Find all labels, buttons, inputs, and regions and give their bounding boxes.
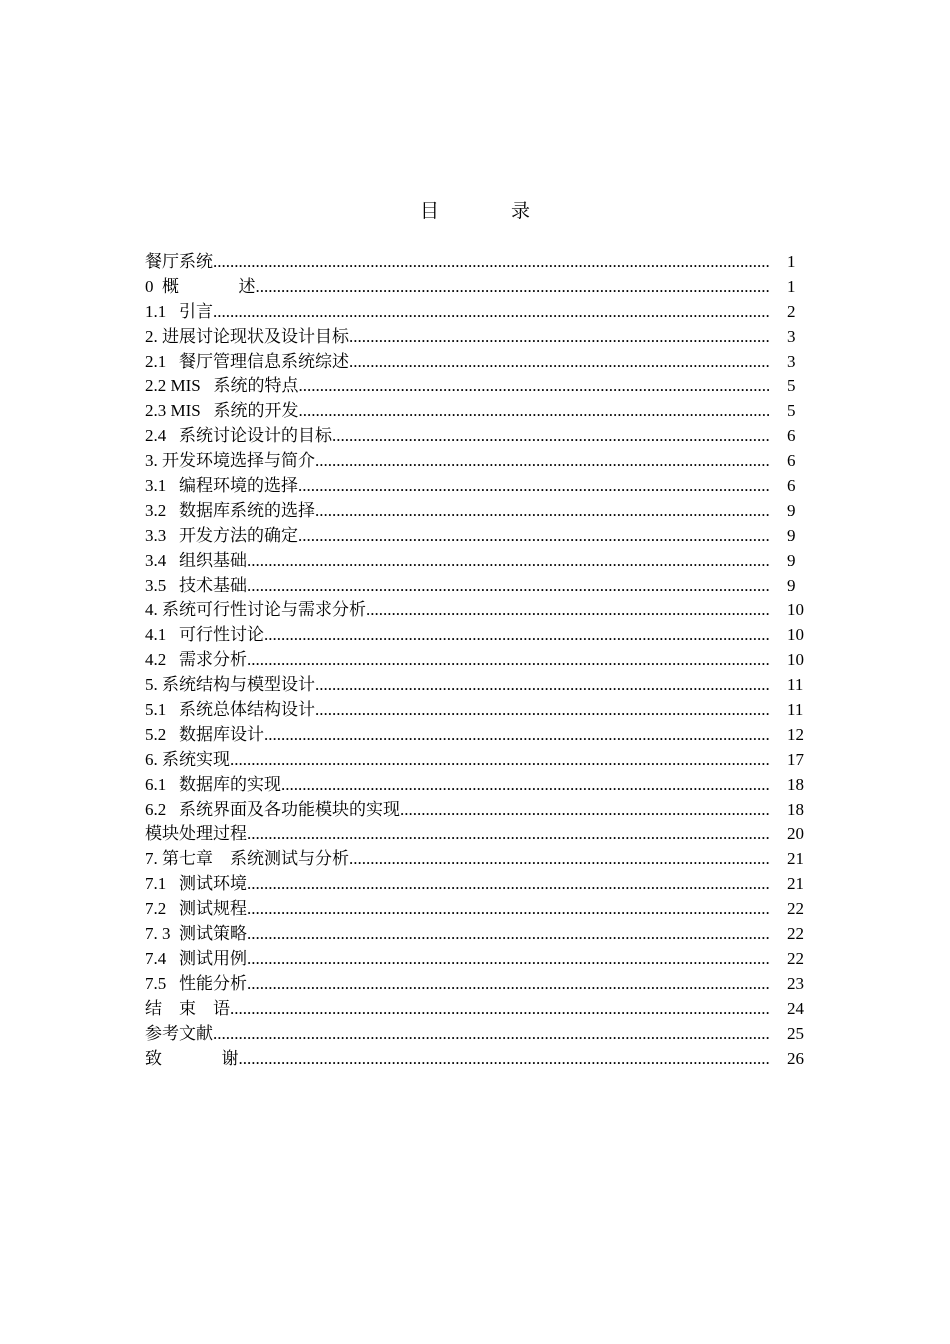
toc-entry[interactable] xyxy=(145,972,815,997)
toc-entry[interactable] xyxy=(145,549,815,574)
toc-entry[interactable] xyxy=(145,1047,815,1072)
toc-dot-leader xyxy=(247,947,769,972)
toc-dot-leader xyxy=(349,847,769,872)
toc-entry-label: 4. 系统可行性讨论与需求分析 xyxy=(145,600,366,620)
toc-entry-page-number: 9 xyxy=(787,575,796,595)
toc-entry-label: 4.2 需求分析 xyxy=(145,650,247,670)
toc-entry-page-number: 9 xyxy=(787,550,796,570)
toc-entry-page-number: 22 xyxy=(787,924,804,944)
toc-entry-label: 3.2 数据库系统的选择 xyxy=(145,500,315,520)
toc-dot-leader xyxy=(247,822,769,847)
toc-dot-leader xyxy=(213,1022,769,1047)
toc-entry-page-number: 10 xyxy=(787,600,804,620)
toc-entry-label: 7.5 性能分析 xyxy=(145,973,247,993)
toc-entry-label: 5. 系统结构与模型设计 xyxy=(145,675,315,695)
toc-entry[interactable] xyxy=(145,399,815,424)
toc-dot-leader xyxy=(247,872,769,897)
toc-entry[interactable] xyxy=(145,574,815,599)
toc-entry-label: 2.3 MIS 系统的开发 xyxy=(145,401,299,421)
toc-entry[interactable] xyxy=(145,524,815,549)
toc-title-part2: 录 xyxy=(511,200,531,222)
toc-entry-page-number: 6 xyxy=(787,451,796,471)
toc-entry-label: 参考文献 xyxy=(145,1023,213,1043)
toc-entry-page-number: 18 xyxy=(787,774,804,794)
toc-entry-label: 3.3 开发方法的确定 xyxy=(145,525,298,545)
toc-entry-page-number: 6 xyxy=(787,426,796,446)
toc-entry[interactable] xyxy=(145,424,815,449)
toc-entry[interactable] xyxy=(145,1022,815,1047)
toc-entry-label: 6.2 系统界面及各功能模块的实现 xyxy=(145,799,400,819)
toc-dot-leader xyxy=(315,499,769,524)
toc-entry[interactable] xyxy=(145,449,815,474)
toc-dot-leader xyxy=(315,698,769,723)
toc-entry[interactable] xyxy=(145,598,815,623)
toc-entry[interactable] xyxy=(145,474,815,499)
toc-dot-leader xyxy=(247,574,769,599)
toc-dot-leader xyxy=(366,598,769,623)
toc-entry-label: 2.1 餐厅管理信息系统综述 xyxy=(145,351,349,371)
toc-entry-page-number: 1 xyxy=(787,276,796,296)
toc-entry-label: 7.1 测试环境 xyxy=(145,874,247,894)
toc-dot-leader xyxy=(247,922,769,947)
toc-entry-label: 6. 系统实现 xyxy=(145,749,230,769)
toc-entry[interactable] xyxy=(145,350,815,375)
toc-entry[interactable] xyxy=(145,698,815,723)
toc-entry-page-number: 5 xyxy=(787,401,796,421)
toc-entry-page-number: 11 xyxy=(787,675,804,695)
toc-entry[interactable] xyxy=(145,275,815,300)
toc-entry-page-number: 11 xyxy=(787,700,804,720)
toc-entry[interactable] xyxy=(145,325,815,350)
toc-entry-page-number: 26 xyxy=(787,1048,804,1068)
toc-entry-page-number: 6 xyxy=(787,476,796,496)
toc-entry-page-number: 9 xyxy=(787,500,796,520)
toc-dot-leader xyxy=(247,549,769,574)
toc-dot-leader xyxy=(349,325,769,350)
toc-entry-page-number: 12 xyxy=(787,724,804,744)
toc-entry-label: 3.1 编程环境的选择 xyxy=(145,476,298,496)
toc-entry-page-number: 2 xyxy=(787,301,796,321)
toc-entry-label: 7.4 测试用例 xyxy=(145,948,247,968)
toc-dot-leader xyxy=(247,972,769,997)
toc-entry[interactable] xyxy=(145,748,815,773)
toc-entry-label: 4.1 可行性讨论 xyxy=(145,625,264,645)
toc-entry-page-number: 5 xyxy=(787,376,796,396)
toc-dot-leader xyxy=(213,250,769,275)
toc-entry-label: 餐厅系统 xyxy=(145,252,213,271)
toc-entry-page-number: 21 xyxy=(787,874,804,894)
toc-entry[interactable] xyxy=(145,648,815,673)
toc-dot-leader xyxy=(315,449,769,474)
toc-dot-leader xyxy=(400,798,769,823)
toc-dot-leader xyxy=(230,748,769,773)
toc-entry-label: 1.1 引言 xyxy=(145,301,213,321)
toc-dot-leader xyxy=(298,524,769,549)
toc-entry[interactable] xyxy=(145,798,815,823)
toc-entry-label: 7.2 测试规程 xyxy=(145,899,247,919)
toc-dot-leader xyxy=(298,374,769,399)
toc-entry-label: 3.5 技术基础 xyxy=(145,575,247,595)
toc-entry-page-number: 10 xyxy=(787,650,804,670)
toc-entry-page-number: 25 xyxy=(787,1023,804,1043)
toc-dot-leader xyxy=(230,997,769,1022)
toc-entry[interactable] xyxy=(145,723,815,748)
toc-entry-label: 7. 3 测试策略 xyxy=(145,924,247,944)
toc-entry-page-number: 23 xyxy=(787,973,804,993)
toc-entry[interactable] xyxy=(145,250,815,275)
toc-dot-leader xyxy=(247,648,769,673)
toc-entry[interactable] xyxy=(145,673,815,698)
toc-entry-label: 7. 第七章 系统测试与分析 xyxy=(145,849,349,869)
toc-entry-page-number: 1 xyxy=(787,252,796,271)
toc-dot-leader xyxy=(247,897,769,922)
toc-entry-label: 模块处理过程 xyxy=(145,824,247,844)
toc-dot-leader xyxy=(281,773,769,798)
toc-entry-page-number: 20 xyxy=(787,824,804,844)
toc-dot-leader xyxy=(349,350,769,375)
toc-entry-page-number: 24 xyxy=(787,998,804,1018)
toc-entry-page-number: 21 xyxy=(787,849,804,869)
toc-dot-leader xyxy=(332,424,769,449)
toc-title xyxy=(0,198,950,224)
toc-entry-label: 5.1 系统总体结构设计 xyxy=(145,700,315,720)
toc-entry[interactable] xyxy=(145,847,815,872)
toc-entry-label: 3. 开发环境选择与简介 xyxy=(145,451,315,471)
toc-entry-page-number: 3 xyxy=(787,351,796,371)
toc-entry[interactable] xyxy=(145,623,815,648)
toc-title-part1: 目 xyxy=(419,200,439,222)
toc-entry-label: 5.2 数据库设计 xyxy=(145,724,264,744)
toc-dot-leader xyxy=(256,275,770,300)
toc-entry-label: 2. 进展讨论现状及设计目标 xyxy=(145,326,349,346)
toc-dot-leader xyxy=(239,1047,770,1072)
toc-dot-leader xyxy=(298,474,769,499)
toc-entry[interactable] xyxy=(145,499,815,524)
toc-entry-page-number: 10 xyxy=(787,625,804,645)
toc-dot-leader xyxy=(264,723,769,748)
toc-entry[interactable] xyxy=(145,300,815,325)
toc-entry[interactable] xyxy=(145,922,815,947)
toc-dot-leader xyxy=(315,673,769,698)
toc-entry[interactable] xyxy=(145,897,815,922)
toc-entry[interactable] xyxy=(145,773,815,798)
toc-entry[interactable] xyxy=(145,872,815,897)
toc-entry[interactable] xyxy=(145,997,815,1022)
toc-dot-leader xyxy=(213,300,769,325)
toc-entry-page-number: 3 xyxy=(787,326,796,346)
toc-entry-page-number: 9 xyxy=(787,525,796,545)
toc-entry-page-number: 18 xyxy=(787,799,804,819)
toc-entry[interactable] xyxy=(145,947,815,972)
toc-entry[interactable] xyxy=(145,374,815,399)
toc-dot-leader xyxy=(298,399,769,424)
toc-dot-leader xyxy=(264,623,769,648)
toc-entry-label: 致 谢 xyxy=(145,1048,239,1068)
toc-entry-page-number: 22 xyxy=(787,899,804,919)
toc-entry-label: 6.1 数据库的实现 xyxy=(145,774,281,794)
toc-entry-page-number: 22 xyxy=(787,948,804,968)
toc-entry-label: 结 束 语 xyxy=(145,998,230,1018)
table-of-contents xyxy=(145,250,815,1071)
toc-entry[interactable] xyxy=(145,822,815,847)
toc-entry-label: 0 概 述 xyxy=(145,276,256,296)
toc-entry-page-number: 17 xyxy=(787,749,804,769)
toc-entry-label: 2.2 MIS 系统的特点 xyxy=(145,376,299,396)
toc-entry-label: 3.4 组织基础 xyxy=(145,550,247,570)
toc-entry-label: 2.4 系统讨论设计的目标 xyxy=(145,426,332,446)
